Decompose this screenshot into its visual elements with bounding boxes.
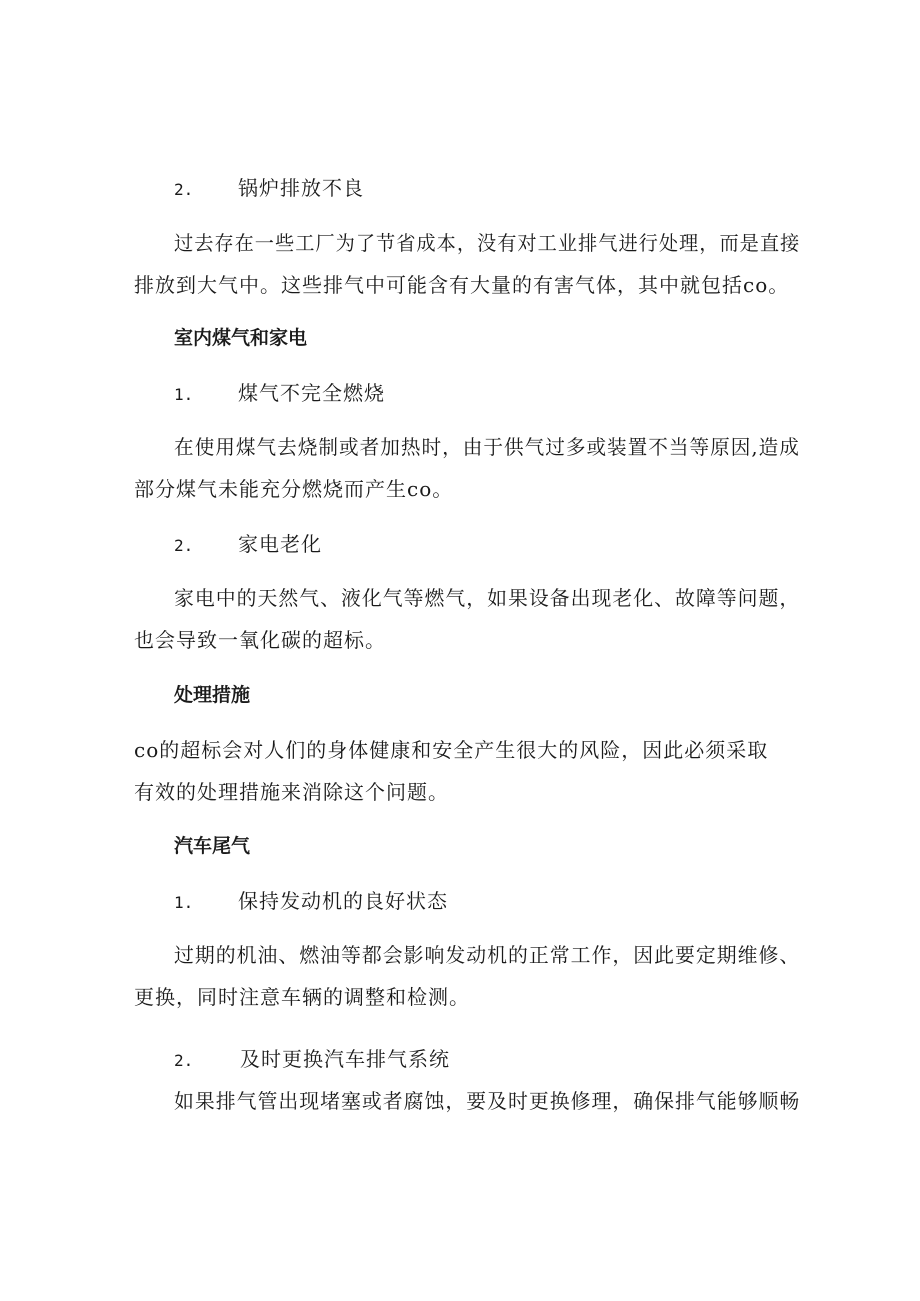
section-heading: 处理措施 — [174, 684, 251, 706]
paragraph-line: co的超标会对人们的身体健康和安全产生很大的风险，因此必须采取 — [134, 738, 769, 762]
section-heading: 汽车尾气 — [174, 835, 251, 857]
list-number: 2. — [174, 1051, 194, 1070]
list-number: 1. — [174, 385, 194, 404]
paragraph-line: 如果排气管出现堵塞或者腐蚀，要及时更换修理，确保排气能够顺畅 — [174, 1089, 801, 1113]
paragraph-line: 过去存在一些工厂为了节省成本，没有对工业排气进行处理，而是直接 — [174, 231, 801, 255]
paragraph-line: 过期的机油、燃油等都会影响发动机的正常工作，因此要定期维修、 — [174, 943, 801, 967]
paragraph-line: 排放到大气中。这些排气中可能含有大量的有害气体，其中就包括co。 — [134, 273, 790, 297]
paragraph-line: 在使用煤气去烧制或者加热时，由于供气过多或装置不当等原因,造成 — [174, 435, 800, 459]
list-item-title: 家电老化 — [238, 532, 322, 556]
paragraph-line: 有效的处理措施来消除这个问题。 — [134, 780, 449, 804]
list-item-title: 煤气不完全燃烧 — [238, 381, 385, 405]
paragraph-line: 更换，同时注意车辆的调整和检测。 — [134, 985, 470, 1009]
paragraph-line: 也会导致一氧化碳的超标。 — [134, 628, 386, 652]
list-number: 2. — [174, 536, 194, 555]
paragraph-line: 家电中的天然气、液化气等燃气，如果设备出现老化、故障等问题， — [174, 586, 801, 610]
list-item-title: 锅炉排放不良 — [238, 176, 364, 200]
section-heading: 室内煤气和家电 — [174, 327, 308, 349]
paragraph-line: 部分煤气未能充分燃烧而产生co。 — [134, 477, 454, 501]
list-number: 1. — [174, 893, 194, 912]
list-item-title: 保持发动机的良好状态 — [238, 889, 448, 913]
list-item-title: 及时更换汽车排气系统 — [240, 1047, 450, 1071]
list-number: 2. — [174, 180, 194, 199]
